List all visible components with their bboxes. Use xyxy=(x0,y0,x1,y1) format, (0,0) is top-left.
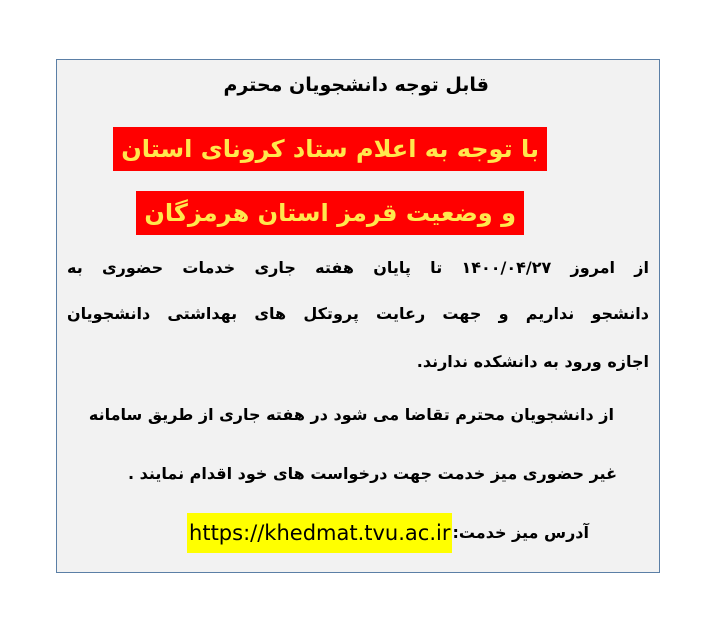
paragraph-2-line-2: غیر حضوری میز خدمت جهت درخواست های خود اقدام نمایند . xyxy=(127,464,617,483)
paragraph-1-line-2: دانشجو نداریم و جهت رعایت پروتکل های بهداشتی دانشجویان xyxy=(67,304,649,323)
paragraph-1-line-1: از امروز ۱۴۰۰/۰۴/۲۷ تا پایان هفته جاری خدمات حضوری به xyxy=(67,258,649,277)
service-desk-link[interactable]: https://khedmat.tvu.ac.ir xyxy=(187,513,452,553)
paragraph-1-line-3: اجازه ورود به دانشکده ندارند. xyxy=(416,352,649,371)
red-banner-line-2: و وضعیت قرمز استان هرمزگان xyxy=(136,191,524,235)
address-label: آدرس میز خدمت: xyxy=(452,523,589,542)
red-banner-line-1: با توجه به اعلام ستاد کرونای استان xyxy=(113,127,547,171)
service-desk-address xyxy=(187,513,589,553)
paragraph-2-line-1: از دانشجویان محترم تقاضا می شود در هفته جاری از طریق سامانه xyxy=(88,405,614,424)
notice-box xyxy=(56,59,660,573)
notice-heading: قابل توجه دانشجویان محترم xyxy=(223,74,489,96)
